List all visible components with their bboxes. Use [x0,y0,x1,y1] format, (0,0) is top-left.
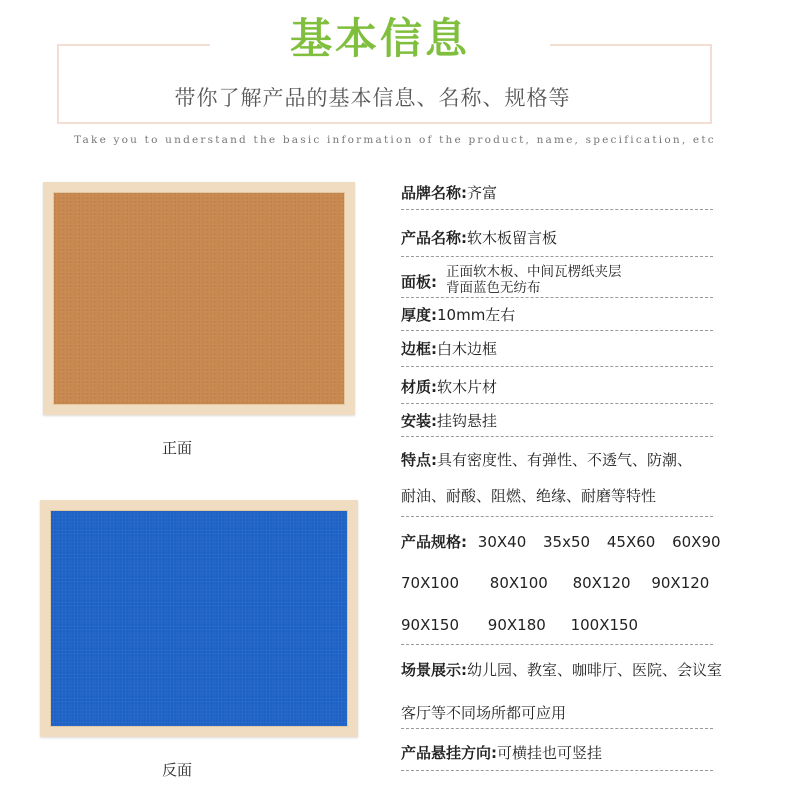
spec-features-label: 特点: [401,451,437,469]
divider [401,728,713,729]
spec-features-line1: 具有密度性、有弹性、不透气、防潮、 [437,451,693,469]
spec-panel-label: 面板: [401,273,437,291]
spec-features [401,449,692,470]
spec-scenes-line2: 客厅等不同场所都可应用 [401,704,567,722]
spec-product-name-value: 软木板留言板 [467,229,558,247]
spec-sizes-row2 [401,574,709,592]
divider [401,403,713,404]
spec-material-label: 材质: [401,378,437,396]
spec-thickness [401,304,515,325]
divider [401,297,713,298]
divider [401,770,713,771]
spec-brand [401,182,497,203]
divider [401,644,713,645]
size-value: 90X180 [487,616,546,634]
spec-sizes-label: 产品规格: [401,533,467,551]
size-value: 90X120 [651,574,710,592]
spec-material-value: 软木片材 [437,378,498,396]
divider [401,209,713,210]
spec-install-value: 挂钩悬挂 [437,412,498,430]
cork-board-back-image [40,500,358,737]
spec-thickness-label: 厚度: [401,306,437,324]
spec-brand-label: 品牌名称: [401,184,467,202]
spec-product-name [401,227,557,248]
spec-frame-label: 边框: [401,340,437,358]
divider [401,330,713,331]
size-value: 80X100 [489,574,548,592]
english-tagline: Take you to understand the basic information of the product, name, specification, etc [74,134,716,146]
spec-material [401,376,497,397]
spec-frame-value: 白木边框 [437,340,498,358]
spec-scenes-line1: 幼儿园、教室、咖啡厅、医院、会议室 [467,661,723,679]
size-value: 100X150 [570,616,639,634]
front-caption: 正面 [162,439,193,457]
spec-scenes-label: 场景展示: [401,661,467,679]
size-value: 30X40 [477,533,527,551]
spec-panel-line1: 正面软木板、中间瓦楞纸夹层 [446,264,622,280]
spec-features-line2: 耐油、耐酸、阻燃、绝缘、耐磨等特性 [401,487,657,505]
spec-sizes [401,531,721,552]
size-value: 60X90 [672,533,721,551]
spec-install-label: 安装: [401,412,437,430]
size-value: 80X120 [572,574,631,592]
page-subtitle: 带你了解产品的基本信息、名称、规格等 [174,86,571,110]
page-title: 基本信息 [210,14,550,64]
size-value: 35x50 [543,533,591,551]
cork-board-front-image [43,182,355,415]
spec-product-name-label: 产品名称: [401,229,467,247]
spec-frame [401,338,497,359]
size-value: 90X150 [401,616,459,634]
spec-install [401,410,497,431]
spec-thickness-value: 10mm左右 [437,306,516,324]
spec-orientation-label: 产品悬挂方向: [401,744,497,762]
divider [401,436,713,437]
size-value: 70X100 [401,574,459,592]
spec-brand-value: 齐富 [467,184,498,202]
spec-orientation [401,742,602,763]
spec-sizes-row3 [401,616,638,634]
back-caption: 反面 [162,761,193,779]
spec-scenes [401,659,722,680]
divider [401,256,713,257]
size-value: 45X60 [606,533,656,551]
spec-panel [401,271,437,292]
divider [401,366,713,367]
spec-panel-line2: 背面蓝色无纺布 [446,280,541,296]
divider [401,516,713,517]
spec-orientation-value: 可横挂也可竖挂 [497,744,603,762]
